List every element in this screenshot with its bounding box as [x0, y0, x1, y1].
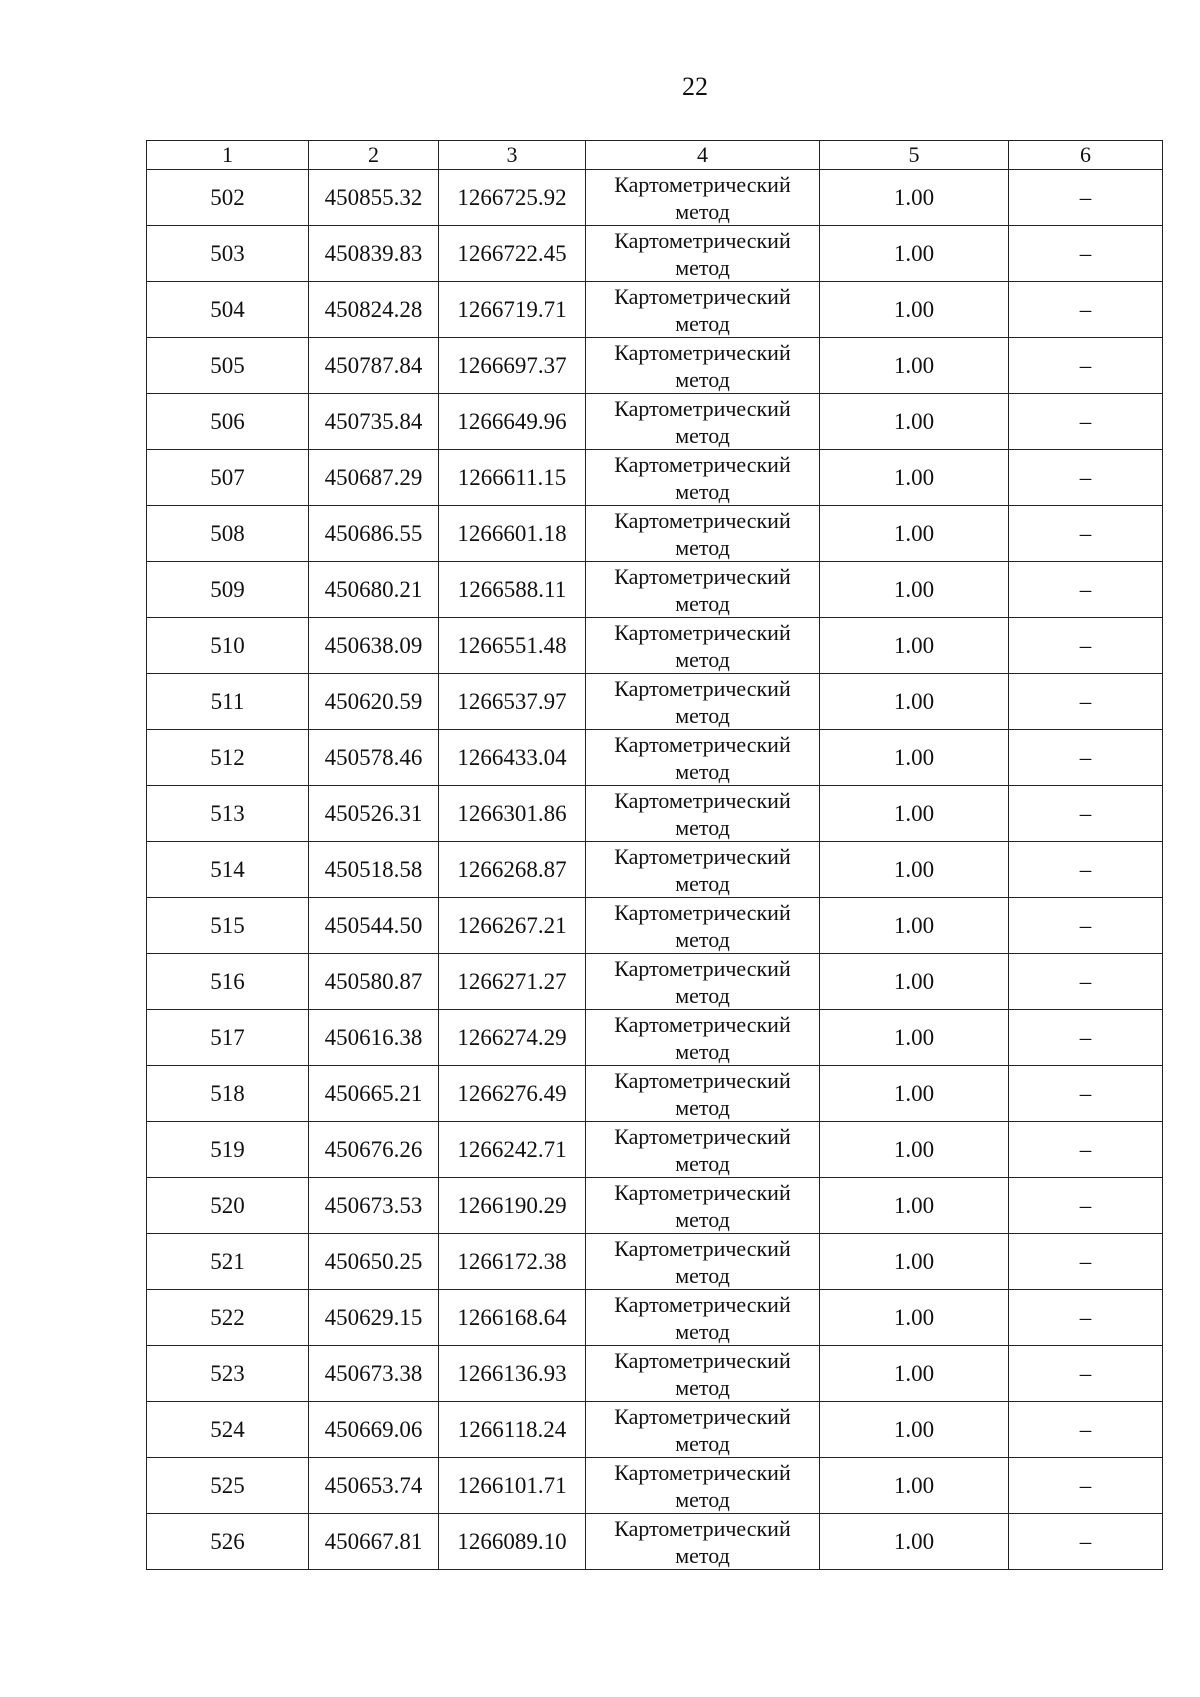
method-cell	[586, 954, 820, 1010]
note: –	[1009, 898, 1163, 954]
point-number: 518	[147, 1066, 309, 1122]
point-number: 503	[147, 226, 309, 282]
coord-y: 1266168.64	[439, 1290, 586, 1346]
point-number: 508	[147, 506, 309, 562]
method-line-1: Картометрический	[614, 1515, 791, 1541]
coord-y: 1266190.29	[439, 1178, 586, 1234]
method-cell	[586, 842, 820, 898]
note: –	[1009, 1066, 1163, 1122]
table-row	[147, 1514, 1163, 1570]
coord-x: 450824.28	[309, 282, 439, 338]
coord-x: 450526.31	[309, 786, 439, 842]
method-line-2: метод	[675, 870, 730, 896]
method-line-1: Картометрический	[614, 395, 791, 421]
method-line-2: метод	[675, 702, 730, 728]
note: –	[1009, 1514, 1163, 1570]
point-number: 509	[147, 562, 309, 618]
coord-y: 1266722.45	[439, 226, 586, 282]
accuracy: 1.00	[820, 1290, 1009, 1346]
coord-x: 450620.59	[309, 674, 439, 730]
method-line-1: Картометрический	[614, 1347, 791, 1373]
header-col-3: 3	[439, 141, 586, 170]
method-cell	[586, 394, 820, 450]
method-cell	[586, 786, 820, 842]
table-row	[147, 730, 1163, 786]
method-line-1: Картометрический	[614, 955, 791, 981]
accuracy: 1.00	[820, 1458, 1009, 1514]
header-col-5: 5	[820, 141, 1009, 170]
coord-y: 1266271.27	[439, 954, 586, 1010]
method-cell	[586, 506, 820, 562]
accuracy: 1.00	[820, 226, 1009, 282]
method-line-2: метод	[675, 758, 730, 784]
method-line-2: метод	[675, 926, 730, 952]
coord-x: 450669.06	[309, 1402, 439, 1458]
method-line-2: метод	[675, 1094, 730, 1120]
method-line-1: Картометрический	[614, 1123, 791, 1149]
coord-x: 450686.55	[309, 506, 439, 562]
note: –	[1009, 394, 1163, 450]
point-number: 502	[147, 170, 309, 226]
note: –	[1009, 674, 1163, 730]
coord-x: 450735.84	[309, 394, 439, 450]
table-row	[147, 226, 1163, 282]
method-line-2: метод	[675, 1430, 730, 1456]
coord-y: 1266301.86	[439, 786, 586, 842]
coord-x: 450855.32	[309, 170, 439, 226]
note: –	[1009, 954, 1163, 1010]
accuracy: 1.00	[820, 1178, 1009, 1234]
accuracy: 1.00	[820, 618, 1009, 674]
coord-x: 450673.38	[309, 1346, 439, 1402]
method-cell	[586, 1346, 820, 1402]
accuracy: 1.00	[820, 562, 1009, 618]
point-number: 524	[147, 1402, 309, 1458]
coord-y: 1266588.11	[439, 562, 586, 618]
method-cell	[586, 1178, 820, 1234]
table-row	[147, 1234, 1163, 1290]
table-row	[147, 954, 1163, 1010]
coord-y: 1266601.18	[439, 506, 586, 562]
header-col-2: 2	[309, 141, 439, 170]
point-number: 521	[147, 1234, 309, 1290]
point-number: 522	[147, 1290, 309, 1346]
note: –	[1009, 282, 1163, 338]
point-number: 517	[147, 1010, 309, 1066]
coord-y: 1266118.24	[439, 1402, 586, 1458]
note: –	[1009, 618, 1163, 674]
table-row	[147, 1178, 1163, 1234]
point-number: 523	[147, 1346, 309, 1402]
method-cell	[586, 674, 820, 730]
method-cell	[586, 1122, 820, 1178]
coord-y: 1266242.71	[439, 1122, 586, 1178]
method-cell	[586, 1290, 820, 1346]
point-number: 515	[147, 898, 309, 954]
method-line-1: Картометрический	[614, 1235, 791, 1261]
table-row	[147, 842, 1163, 898]
accuracy: 1.00	[820, 170, 1009, 226]
method-cell	[586, 450, 820, 506]
coord-x: 450667.81	[309, 1514, 439, 1570]
header-col-1: 1	[147, 141, 309, 170]
method-line-2: метод	[675, 310, 730, 336]
note: –	[1009, 506, 1163, 562]
method-line-1: Картометрический	[614, 507, 791, 533]
table-row	[147, 506, 1163, 562]
accuracy: 1.00	[820, 282, 1009, 338]
header-col-6: 6	[1009, 141, 1163, 170]
accuracy: 1.00	[820, 450, 1009, 506]
coord-y: 1266611.15	[439, 450, 586, 506]
method-cell	[586, 1234, 820, 1290]
note: –	[1009, 1234, 1163, 1290]
method-line-1: Картометрический	[614, 899, 791, 925]
method-line-1: Картометрический	[614, 1179, 791, 1205]
coord-x: 450839.83	[309, 226, 439, 282]
method-cell	[586, 618, 820, 674]
table-row	[147, 786, 1163, 842]
point-number: 511	[147, 674, 309, 730]
accuracy: 1.00	[820, 1010, 1009, 1066]
point-number: 504	[147, 282, 309, 338]
method-line-1: Картометрический	[614, 787, 791, 813]
method-line-2: метод	[675, 1262, 730, 1288]
point-number: 526	[147, 1514, 309, 1570]
coord-x: 450687.29	[309, 450, 439, 506]
method-cell	[586, 1458, 820, 1514]
method-line-2: метод	[675, 366, 730, 392]
coord-x: 450650.25	[309, 1234, 439, 1290]
method-line-2: метод	[675, 814, 730, 840]
method-line-1: Картометрический	[614, 1067, 791, 1093]
method-line-2: метод	[675, 1542, 730, 1568]
note: –	[1009, 842, 1163, 898]
coordinates-table	[146, 140, 1163, 1570]
table-body	[147, 170, 1163, 1570]
coord-x: 450676.26	[309, 1122, 439, 1178]
note: –	[1009, 1010, 1163, 1066]
point-number: 514	[147, 842, 309, 898]
method-line-1: Картометрический	[614, 563, 791, 589]
method-line-1: Картометрический	[614, 1403, 791, 1429]
method-line-1: Картометрический	[614, 1011, 791, 1037]
accuracy: 1.00	[820, 1066, 1009, 1122]
coord-x: 450638.09	[309, 618, 439, 674]
method-line-2: метод	[675, 198, 730, 224]
note: –	[1009, 1178, 1163, 1234]
coord-y: 1266268.87	[439, 842, 586, 898]
note: –	[1009, 786, 1163, 842]
coord-y: 1266719.71	[439, 282, 586, 338]
method-line-2: метод	[675, 1318, 730, 1344]
accuracy: 1.00	[820, 1514, 1009, 1570]
coord-x: 450544.50	[309, 898, 439, 954]
method-line-1: Картометрический	[614, 171, 791, 197]
table-row	[147, 282, 1163, 338]
method-line-2: метод	[675, 534, 730, 560]
coord-x: 450653.74	[309, 1458, 439, 1514]
method-line-2: метод	[675, 1206, 730, 1232]
coord-x: 450787.84	[309, 338, 439, 394]
accuracy: 1.00	[820, 1122, 1009, 1178]
coord-y: 1266276.49	[439, 1066, 586, 1122]
method-cell	[586, 170, 820, 226]
method-line-2: метод	[675, 254, 730, 280]
method-cell	[586, 282, 820, 338]
method-line-1: Картометрический	[614, 843, 791, 869]
accuracy: 1.00	[820, 506, 1009, 562]
note: –	[1009, 450, 1163, 506]
coord-x: 450580.87	[309, 954, 439, 1010]
coord-y: 1266172.38	[439, 1234, 586, 1290]
method-cell	[586, 1514, 820, 1570]
coord-x: 450665.21	[309, 1066, 439, 1122]
method-line-2: метод	[675, 590, 730, 616]
method-line-1: Картометрический	[614, 1459, 791, 1485]
method-cell	[586, 1010, 820, 1066]
method-line-2: метод	[675, 1374, 730, 1400]
coord-y: 1266267.21	[439, 898, 586, 954]
method-line-1: Картометрический	[614, 619, 791, 645]
note: –	[1009, 1458, 1163, 1514]
table-row	[147, 898, 1163, 954]
point-number: 505	[147, 338, 309, 394]
note: –	[1009, 226, 1163, 282]
point-number: 506	[147, 394, 309, 450]
table-row	[147, 1010, 1163, 1066]
table-row	[147, 1066, 1163, 1122]
coord-y: 1266101.71	[439, 1458, 586, 1514]
accuracy: 1.00	[820, 842, 1009, 898]
accuracy: 1.00	[820, 338, 1009, 394]
method-line-2: метод	[675, 1486, 730, 1512]
point-number: 507	[147, 450, 309, 506]
method-line-1: Картометрический	[614, 731, 791, 757]
point-number: 513	[147, 786, 309, 842]
table-row	[147, 338, 1163, 394]
coord-x: 450680.21	[309, 562, 439, 618]
coord-y: 1266136.93	[439, 1346, 586, 1402]
method-line-2: метод	[675, 1150, 730, 1176]
coord-x: 450629.15	[309, 1290, 439, 1346]
method-line-1: Картометрический	[614, 675, 791, 701]
accuracy: 1.00	[820, 1234, 1009, 1290]
method-cell	[586, 226, 820, 282]
point-number: 512	[147, 730, 309, 786]
point-number: 520	[147, 1178, 309, 1234]
method-line-1: Картометрический	[614, 451, 791, 477]
table-row	[147, 1290, 1163, 1346]
coord-y: 1266697.37	[439, 338, 586, 394]
method-line-2: метод	[675, 422, 730, 448]
accuracy: 1.00	[820, 954, 1009, 1010]
note: –	[1009, 1290, 1163, 1346]
method-cell	[586, 1066, 820, 1122]
coord-x: 450673.53	[309, 1178, 439, 1234]
accuracy: 1.00	[820, 674, 1009, 730]
coord-x: 450616.38	[309, 1010, 439, 1066]
header-col-4: 4	[586, 141, 820, 170]
accuracy: 1.00	[820, 1346, 1009, 1402]
method-cell	[586, 338, 820, 394]
accuracy: 1.00	[820, 786, 1009, 842]
point-number: 525	[147, 1458, 309, 1514]
method-cell	[586, 1402, 820, 1458]
table-row	[147, 1122, 1163, 1178]
table-row	[147, 394, 1163, 450]
table-header	[147, 141, 1163, 170]
point-number: 516	[147, 954, 309, 1010]
accuracy: 1.00	[820, 394, 1009, 450]
note: –	[1009, 1122, 1163, 1178]
coord-x: 450518.58	[309, 842, 439, 898]
point-number: 510	[147, 618, 309, 674]
note: –	[1009, 1402, 1163, 1458]
table-row	[147, 618, 1163, 674]
point-number: 519	[147, 1122, 309, 1178]
accuracy: 1.00	[820, 898, 1009, 954]
coord-y: 1266089.10	[439, 1514, 586, 1570]
table-row	[147, 674, 1163, 730]
coord-y: 1266537.97	[439, 674, 586, 730]
method-line-2: метод	[675, 646, 730, 672]
accuracy: 1.00	[820, 730, 1009, 786]
note: –	[1009, 1346, 1163, 1402]
table-row	[147, 170, 1163, 226]
method-line-1: Картометрический	[614, 227, 791, 253]
page-number: 22	[682, 72, 708, 101]
coord-y: 1266274.29	[439, 1010, 586, 1066]
note: –	[1009, 562, 1163, 618]
method-line-1: Картометрический	[614, 1291, 791, 1317]
coord-y: 1266725.92	[439, 170, 586, 226]
header-row	[147, 141, 1163, 170]
method-line-1: Картометрический	[614, 283, 791, 309]
method-cell	[586, 562, 820, 618]
method-cell	[586, 898, 820, 954]
table-row	[147, 1458, 1163, 1514]
note: –	[1009, 730, 1163, 786]
method-line-2: метод	[675, 1038, 730, 1064]
table-row	[147, 562, 1163, 618]
table-row	[147, 1346, 1163, 1402]
coord-y: 1266433.04	[439, 730, 586, 786]
note: –	[1009, 170, 1163, 226]
table-row	[147, 450, 1163, 506]
coord-y: 1266649.96	[439, 394, 586, 450]
method-line-2: метод	[675, 982, 730, 1008]
note: –	[1009, 338, 1163, 394]
table-row	[147, 1402, 1163, 1458]
method-line-2: метод	[675, 478, 730, 504]
method-line-1: Картометрический	[614, 339, 791, 365]
coord-x: 450578.46	[309, 730, 439, 786]
method-cell	[586, 730, 820, 786]
coord-y: 1266551.48	[439, 618, 586, 674]
accuracy: 1.00	[820, 1402, 1009, 1458]
